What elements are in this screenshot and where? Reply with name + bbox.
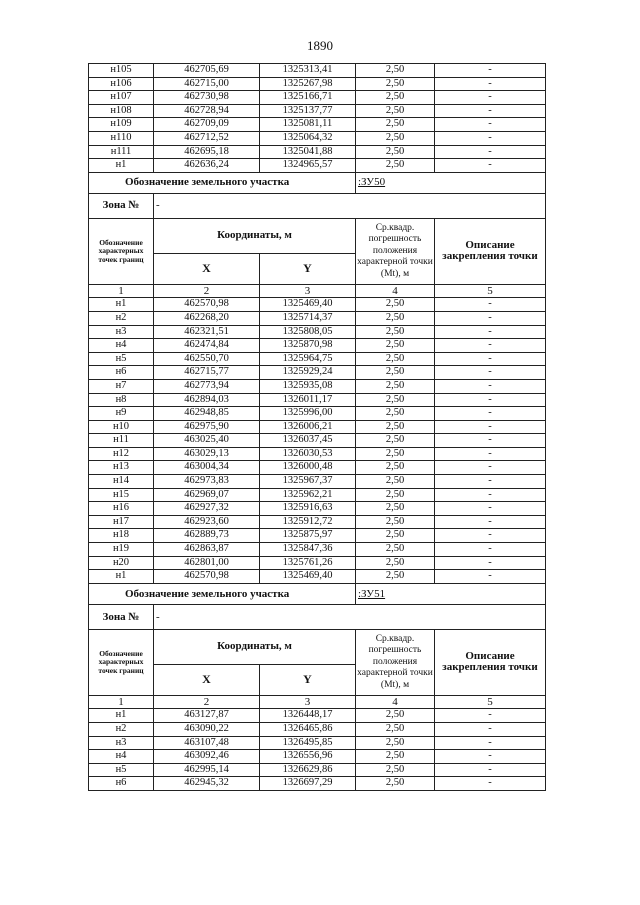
point-name-cell: н2 [89, 723, 154, 737]
error-cell: 2,50 [356, 104, 435, 118]
table-row [89, 131, 546, 145]
x-coordinate-cell: 462705,69 [154, 64, 260, 78]
column-number: 2 [154, 284, 260, 298]
description-cell: - [435, 131, 546, 145]
x-coordinate-cell: 462927,32 [154, 502, 260, 516]
point-name-cell: н107 [89, 91, 154, 105]
y-coordinate-cell: 1325166,71 [260, 91, 356, 105]
table-row [89, 159, 546, 173]
description-cell: - [435, 352, 546, 366]
table-row [89, 91, 546, 105]
point-name-cell: н5 [89, 763, 154, 777]
description-cell: - [435, 379, 546, 393]
table-row [89, 366, 546, 380]
table-row [89, 543, 546, 557]
description-cell: - [435, 723, 546, 737]
error-cell: 2,50 [356, 91, 435, 105]
x-coordinate-cell: 463107,48 [154, 736, 260, 750]
description-column-header: Описание закрепления точки [435, 629, 546, 695]
column-number: 3 [260, 284, 356, 298]
zone-label: Зона № [89, 604, 154, 629]
point-name-cell: н109 [89, 118, 154, 132]
table-row [89, 475, 546, 489]
zone-label: Зона № [89, 193, 154, 218]
description-cell: - [435, 515, 546, 529]
error-cell: 2,50 [356, 159, 435, 173]
point-name-cell: н111 [89, 145, 154, 159]
y-coordinate-cell: 1324965,57 [260, 159, 356, 173]
x-coordinate-cell: 463029,13 [154, 447, 260, 461]
column-number: 1 [89, 695, 154, 709]
y-coordinate-cell: 1325916,63 [260, 502, 356, 516]
parcel-id: :ЗУ50 [356, 172, 546, 193]
x-coordinate-cell: 462948,85 [154, 407, 260, 421]
x-coordinate-cell: 462709,09 [154, 118, 260, 132]
point-name-cell: н12 [89, 447, 154, 461]
error-cell: 2,50 [356, 777, 435, 791]
error-cell: 2,50 [356, 393, 435, 407]
error-cell: 2,50 [356, 118, 435, 132]
point-name-cell: н3 [89, 736, 154, 750]
page-number: 1890 [307, 38, 333, 53]
error-cell: 2,50 [356, 763, 435, 777]
y-coordinate-cell: 1325875,97 [260, 529, 356, 543]
error-cell: 2,50 [356, 556, 435, 570]
point-name-cell: н6 [89, 366, 154, 380]
x-column-header: X [154, 664, 260, 695]
error-cell: 2,50 [356, 77, 435, 91]
parcel-label: Обозначение земельного участка [89, 172, 356, 193]
description-column-header: Описание закрепления точки [435, 218, 546, 284]
error-cell: 2,50 [356, 475, 435, 489]
y-coordinate-cell: 1325964,75 [260, 352, 356, 366]
error-cell: 2,50 [356, 298, 435, 312]
y-coordinate-cell: 1325081,11 [260, 118, 356, 132]
x-coordinate-cell: 462894,03 [154, 393, 260, 407]
description-cell: - [435, 298, 546, 312]
description-cell: - [435, 325, 546, 339]
point-name-cell: н7 [89, 379, 154, 393]
description-cell: - [435, 420, 546, 434]
table-row [89, 104, 546, 118]
error-cell: 2,50 [356, 461, 435, 475]
table-row [89, 750, 546, 764]
x-column-header: X [154, 253, 260, 284]
point-name-cell: н15 [89, 488, 154, 502]
y-coordinate-cell: 1325870,98 [260, 339, 356, 353]
x-coordinate-cell: 462474,84 [154, 339, 260, 353]
y-coordinate-cell: 1325935,08 [260, 379, 356, 393]
description-cell: - [435, 91, 546, 105]
table-row [89, 393, 546, 407]
description-cell: - [435, 529, 546, 543]
error-cell: 2,50 [356, 502, 435, 516]
x-coordinate-cell: 463004,34 [154, 461, 260, 475]
x-coordinate-cell: 462550,70 [154, 352, 260, 366]
coordinates-table [88, 63, 546, 791]
x-coordinate-cell: 462889,73 [154, 529, 260, 543]
y-coordinate-cell: 1326697,29 [260, 777, 356, 791]
y-coordinate-cell: 1326448,17 [260, 709, 356, 723]
description-cell: - [435, 475, 546, 489]
description-cell: - [435, 763, 546, 777]
y-coordinate-cell: 1325714,37 [260, 311, 356, 325]
table-row [89, 777, 546, 791]
parcel-label-row [89, 583, 546, 604]
description-cell: - [435, 77, 546, 91]
error-cell: 2,50 [356, 488, 435, 502]
y-coordinate-cell: 1325962,21 [260, 488, 356, 502]
table-row [89, 379, 546, 393]
y-column-header: Y [260, 253, 356, 284]
x-coordinate-cell: 462570,98 [154, 570, 260, 584]
point-name-cell: н14 [89, 475, 154, 489]
description-cell: - [435, 777, 546, 791]
x-coordinate-cell: 462801,00 [154, 556, 260, 570]
table-row [89, 763, 546, 777]
x-coordinate-cell: 462712,52 [154, 131, 260, 145]
column-number: 3 [260, 695, 356, 709]
description-cell: - [435, 736, 546, 750]
table-row [89, 529, 546, 543]
point-name-cell: н1 [89, 709, 154, 723]
description-cell: - [435, 502, 546, 516]
point-column-header: Обозначение характерных точек границ [89, 218, 154, 284]
y-coordinate-cell: 1326006,21 [260, 420, 356, 434]
y-coordinate-cell: 1326037,45 [260, 434, 356, 448]
y-column-header: Y [260, 664, 356, 695]
error-cell: 2,50 [356, 366, 435, 380]
error-cell: 2,50 [356, 736, 435, 750]
table-row [89, 736, 546, 750]
y-coordinate-cell: 1326556,96 [260, 750, 356, 764]
error-cell: 2,50 [356, 339, 435, 353]
x-coordinate-cell: 462570,98 [154, 298, 260, 312]
x-coordinate-cell: 462715,00 [154, 77, 260, 91]
error-cell: 2,50 [356, 570, 435, 584]
x-coordinate-cell: 463090,22 [154, 723, 260, 737]
point-name-cell: н1 [89, 159, 154, 173]
x-coordinate-cell: 462773,94 [154, 379, 260, 393]
point-name-cell: н9 [89, 407, 154, 421]
y-coordinate-cell: 1325267,98 [260, 77, 356, 91]
x-coordinate-cell: 462321,51 [154, 325, 260, 339]
description-cell: - [435, 488, 546, 502]
x-coordinate-cell: 463127,87 [154, 709, 260, 723]
parcel-id: :ЗУ51 [356, 583, 546, 604]
error-cell: 2,50 [356, 407, 435, 421]
x-coordinate-cell: 462695,18 [154, 145, 260, 159]
point-name-cell: н8 [89, 393, 154, 407]
error-cell: 2,50 [356, 723, 435, 737]
table-row [89, 77, 546, 91]
zone-value: - [154, 193, 546, 218]
table-row [89, 352, 546, 366]
zone-row [89, 604, 546, 629]
table-row [89, 145, 546, 159]
header-row [89, 218, 546, 253]
table-row [89, 556, 546, 570]
x-coordinate-cell: 462268,20 [154, 311, 260, 325]
description-cell: - [435, 118, 546, 132]
x-coordinate-cell: 462730,98 [154, 91, 260, 105]
point-name-cell: н17 [89, 515, 154, 529]
error-column-header: Ср.квадр. погрешность положения характерной точки (Мt), м [356, 629, 435, 695]
zone-row [89, 193, 546, 218]
x-coordinate-cell: 463025,40 [154, 434, 260, 448]
table-row [89, 709, 546, 723]
y-coordinate-cell: 1325313,41 [260, 64, 356, 78]
error-cell: 2,50 [356, 543, 435, 557]
description-cell: - [435, 543, 546, 557]
point-name-cell: н19 [89, 543, 154, 557]
column-number: 4 [356, 695, 435, 709]
y-coordinate-cell: 1326465,86 [260, 723, 356, 737]
x-coordinate-cell: 462923,60 [154, 515, 260, 529]
y-coordinate-cell: 1325761,26 [260, 556, 356, 570]
description-cell: - [435, 556, 546, 570]
point-name-cell: н6 [89, 777, 154, 791]
column-number: 5 [435, 284, 546, 298]
x-coordinate-cell: 462728,94 [154, 104, 260, 118]
table-row [89, 339, 546, 353]
point-name-cell: н1 [89, 298, 154, 312]
point-name-cell: н18 [89, 529, 154, 543]
parcel-label-row [89, 172, 546, 193]
y-coordinate-cell: 1326495,85 [260, 736, 356, 750]
description-cell: - [435, 461, 546, 475]
y-coordinate-cell: 1325967,37 [260, 475, 356, 489]
error-cell: 2,50 [356, 447, 435, 461]
error-column-header: Ср.квадр. погрешность положения характерной точки (Мt), м [356, 218, 435, 284]
point-name-cell: н13 [89, 461, 154, 475]
table-row [89, 311, 546, 325]
table-row [89, 64, 546, 78]
column-number: 4 [356, 284, 435, 298]
point-name-cell: н3 [89, 325, 154, 339]
description-cell: - [435, 750, 546, 764]
error-cell: 2,50 [356, 709, 435, 723]
description-cell: - [435, 393, 546, 407]
x-coordinate-cell: 462715,77 [154, 366, 260, 380]
column-number-row [89, 695, 546, 709]
x-coordinate-cell: 462973,83 [154, 475, 260, 489]
error-cell: 2,50 [356, 131, 435, 145]
point-name-cell: н16 [89, 502, 154, 516]
table-row [89, 488, 546, 502]
header-row [89, 629, 546, 664]
y-coordinate-cell: 1325469,40 [260, 570, 356, 584]
table-row [89, 515, 546, 529]
description-cell: - [435, 311, 546, 325]
column-number: 2 [154, 695, 260, 709]
description-cell: - [435, 145, 546, 159]
point-name-cell: н106 [89, 77, 154, 91]
error-cell: 2,50 [356, 145, 435, 159]
point-name-cell: н108 [89, 104, 154, 118]
column-number-row [89, 284, 546, 298]
table-row [89, 407, 546, 421]
x-coordinate-cell: 462636,24 [154, 159, 260, 173]
y-coordinate-cell: 1326000,48 [260, 461, 356, 475]
table-row [89, 118, 546, 132]
table-row [89, 461, 546, 475]
coordinates-header: Координаты, м [154, 218, 356, 253]
y-coordinate-cell: 1325996,00 [260, 407, 356, 421]
coordinates-header: Координаты, м [154, 629, 356, 664]
y-coordinate-cell: 1326629,86 [260, 763, 356, 777]
y-coordinate-cell: 1325469,40 [260, 298, 356, 312]
point-name-cell: н2 [89, 311, 154, 325]
point-name-cell: н5 [89, 352, 154, 366]
description-cell: - [435, 570, 546, 584]
zone-value: - [154, 604, 546, 629]
point-name-cell: н10 [89, 420, 154, 434]
point-name-cell: н105 [89, 64, 154, 78]
description-cell: - [435, 64, 546, 78]
y-coordinate-cell: 1325929,24 [260, 366, 356, 380]
point-name-cell: н4 [89, 750, 154, 764]
error-cell: 2,50 [356, 750, 435, 764]
x-coordinate-cell: 462969,07 [154, 488, 260, 502]
table-row [89, 434, 546, 448]
point-column-header: Обозначение характерных точек границ [89, 629, 154, 695]
table-row [89, 298, 546, 312]
x-coordinate-cell: 462863,87 [154, 543, 260, 557]
table-row [89, 570, 546, 584]
error-cell: 2,50 [356, 64, 435, 78]
y-coordinate-cell: 1325808,05 [260, 325, 356, 339]
x-coordinate-cell: 463092,46 [154, 750, 260, 764]
point-name-cell: н110 [89, 131, 154, 145]
description-cell: - [435, 407, 546, 421]
table-row [89, 723, 546, 737]
error-cell: 2,50 [356, 529, 435, 543]
error-cell: 2,50 [356, 352, 435, 366]
error-cell: 2,50 [356, 420, 435, 434]
error-cell: 2,50 [356, 379, 435, 393]
y-coordinate-cell: 1325912,72 [260, 515, 356, 529]
x-coordinate-cell: 462995,14 [154, 763, 260, 777]
point-name-cell: н1 [89, 570, 154, 584]
description-cell: - [435, 159, 546, 173]
point-name-cell: н20 [89, 556, 154, 570]
point-name-cell: н4 [89, 339, 154, 353]
parcel-label: Обозначение земельного участка [89, 583, 356, 604]
point-name-cell: н11 [89, 434, 154, 448]
error-cell: 2,50 [356, 311, 435, 325]
description-cell: - [435, 104, 546, 118]
y-coordinate-cell: 1325064,32 [260, 131, 356, 145]
x-coordinate-cell: 462945,32 [154, 777, 260, 791]
description-cell: - [435, 366, 546, 380]
y-coordinate-cell: 1325041,88 [260, 145, 356, 159]
error-cell: 2,50 [356, 434, 435, 448]
table-row [89, 420, 546, 434]
y-coordinate-cell: 1326030,53 [260, 447, 356, 461]
description-cell: - [435, 434, 546, 448]
x-coordinate-cell: 462975,90 [154, 420, 260, 434]
y-coordinate-cell: 1325847,36 [260, 543, 356, 557]
error-cell: 2,50 [356, 325, 435, 339]
description-cell: - [435, 447, 546, 461]
description-cell: - [435, 339, 546, 353]
y-coordinate-cell: 1326011,17 [260, 393, 356, 407]
column-number: 1 [89, 284, 154, 298]
y-coordinate-cell: 1325137,77 [260, 104, 356, 118]
column-number: 5 [435, 695, 546, 709]
error-cell: 2,50 [356, 515, 435, 529]
table-row [89, 325, 546, 339]
table-row [89, 502, 546, 516]
description-cell: - [435, 709, 546, 723]
table-row [89, 447, 546, 461]
